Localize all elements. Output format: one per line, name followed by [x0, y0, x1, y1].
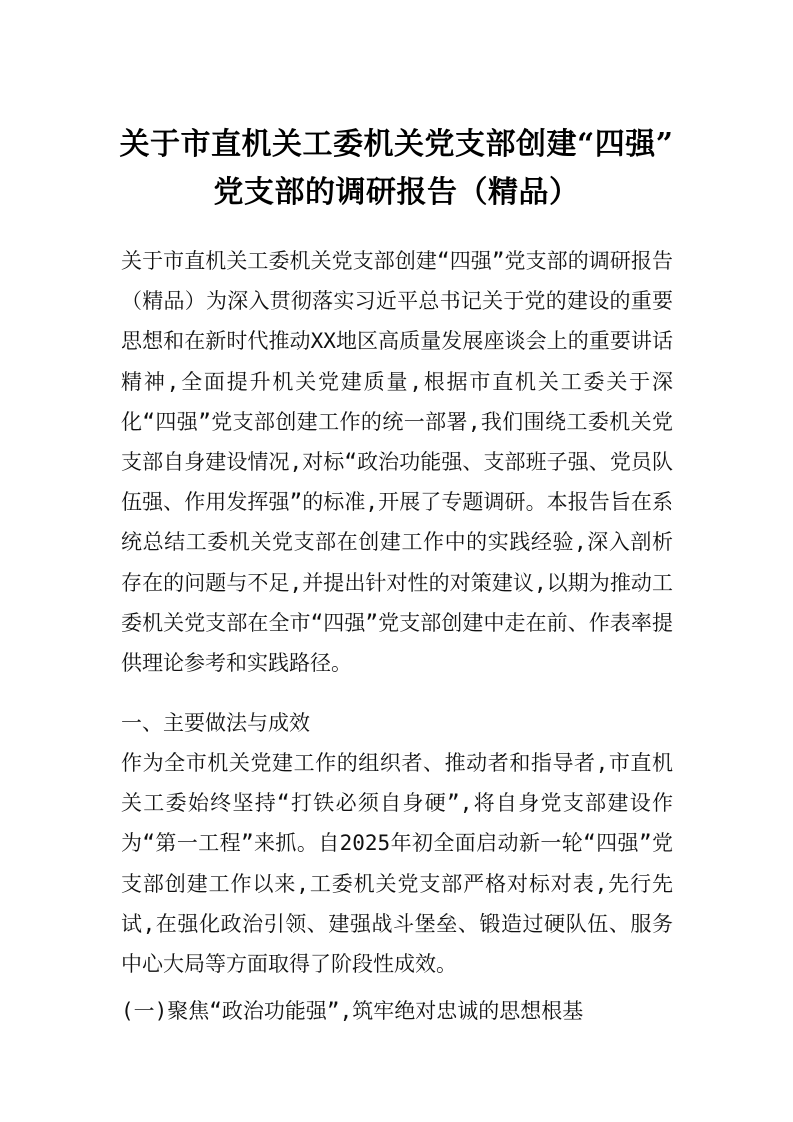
intro-paragraph: 关于市直机关工委机关党支部创建“四强”党支部的调研报告（精品）为深入贯彻落实习近平总书记关于党的建设的重要思想和在新时代推动XX地区高质量发展座谈会上的重要讲话精神,全面提升机关党建质量,根据市直机关工委关于深化“四强”党支部创建工作的统一部署,我们围绕工委机关党支部自身建设情况,对标“政治功能强、支部班子强、党员队伍强、作用发挥强”的标准,开展了专题调研。本报告旨在系统总结工委机关党支部在创建工作中的实践经验,深入剖析存在的问题与不足,并提出针对性的对策建议,以期为推动工委机关党支部在全市“四强”党支部创建中走在前、作表率提供理论参考和实践路径。 — [121, 249, 673, 676]
section-heading-1: 一、主要做法与成效 — [121, 711, 310, 735]
document-title-line-2: 党支部的调研报告（精品） — [213, 175, 580, 210]
document-title-line-1: 关于市直机关工委机关党支部创建“四强” — [119, 127, 674, 162]
subsection-heading-1: (一)聚焦“政治功能强”,筑牢绝对忠诚的思想根基 — [121, 999, 584, 1023]
section-1-paragraph: 作为全市机关党建工作的组织者、推动者和指导者,市直机关工委始终坚持“打铁必须自身硬”,将自身党支部建设作为“第一工程”来抓。自2025年初全面启动新一轮“四强”党支部创建工作以来,工委机关党支部严格对标对表,先行先试,在强化政治引领、建强战斗堡垒、锻造过硬队伍、服务中心大局等方面取得了阶段性成效。 — [121, 751, 673, 977]
